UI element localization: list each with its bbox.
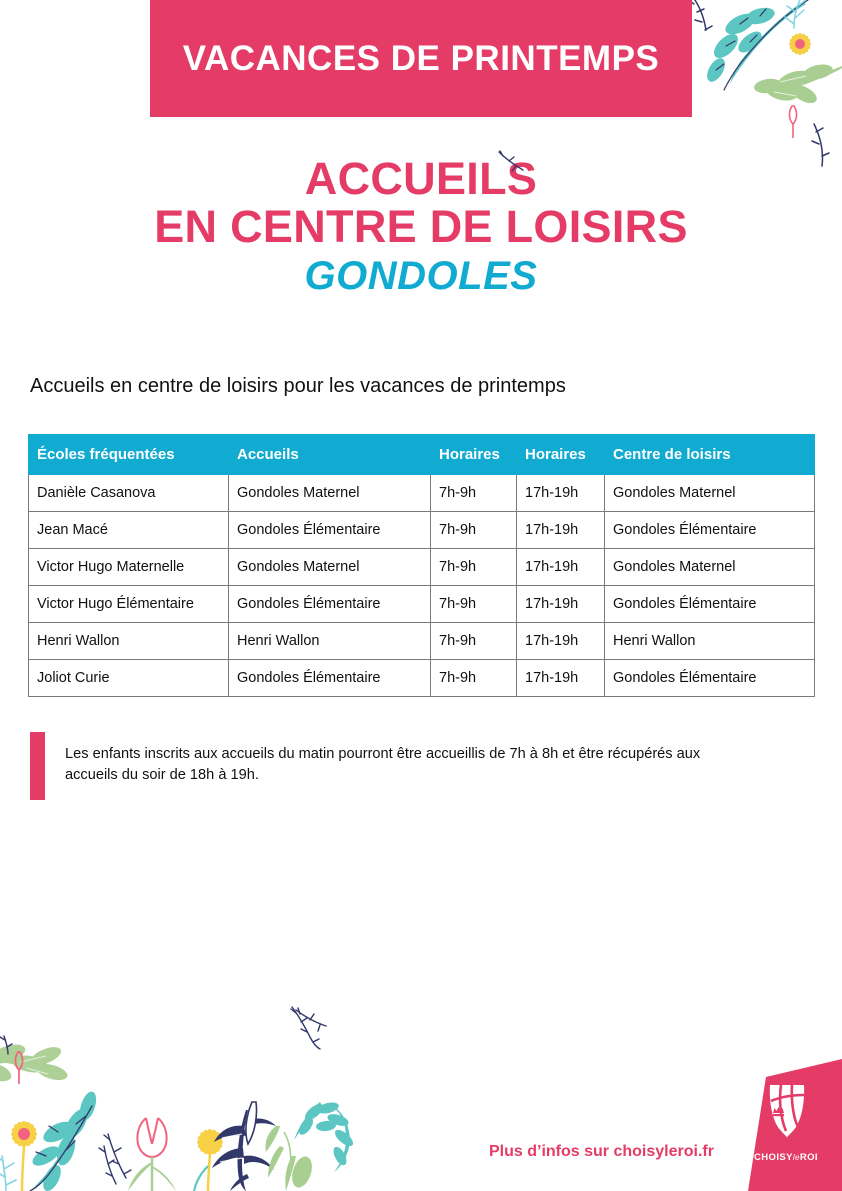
cell-school: Victor Hugo Maternelle [29, 549, 229, 586]
page-subtitle: GONDOLES [304, 254, 538, 299]
column-header-welcome: Accueils [229, 435, 431, 475]
cell-hours-morning: 7h-9h [431, 623, 517, 660]
cell-hours-evening: 17h-19h [517, 475, 605, 512]
cell-school: Joliot Curie [29, 660, 229, 697]
cell-school: Victor Hugo Élémentaire [29, 586, 229, 623]
cell-hours-evening: 17h-19h [517, 586, 605, 623]
cell-school: Jean Macé [29, 512, 229, 549]
cell-hours-evening: 17h-19h [517, 660, 605, 697]
note-text: Les enfants inscrits aux accueils du matin pourront être accueillis de 7h à 8h et être récupérés aux accueils du soir de 18h à 19h. [65, 746, 701, 784]
cell-center: Henri Wallon [605, 623, 815, 660]
cell-welcome: Gondoles Élémentaire [229, 512, 431, 549]
cell-hours-evening: 17h-19h [517, 623, 605, 660]
cell-welcome: Gondoles Élémentaire [229, 660, 431, 697]
cell-center: Gondoles Élémentaire [605, 586, 815, 623]
table-row [29, 475, 815, 512]
column-header-center: Centre de loisirs [605, 435, 815, 475]
cell-hours-morning: 7h-9h [431, 475, 517, 512]
floral-decoration-bottom-left [0, 1006, 360, 1191]
logo-name-roi: ROI [799, 1152, 818, 1163]
note-block [30, 732, 730, 800]
table-header-row [29, 435, 815, 475]
cell-hours-morning: 7h-9h [431, 660, 517, 697]
footer-link[interactable]: Plus d’infos sur choisyleroi.fr [489, 1143, 714, 1160]
intro-text: Accueils en centre de loisirs pour les vacances de printemps [30, 375, 566, 397]
table-row [29, 586, 815, 623]
banner-title: VACANCES DE PRINTEMPS [182, 38, 660, 78]
cell-school: Henri Wallon [29, 623, 229, 660]
logo-wordmark [740, 1152, 832, 1163]
cell-welcome: Gondoles Maternel [229, 549, 431, 586]
cell-welcome: Henri Wallon [229, 623, 431, 660]
title-block [0, 155, 842, 299]
page-title-line-2: EN CENTRE DE LOISIRS [154, 200, 688, 252]
table-row [29, 623, 815, 660]
column-header-hours-evening: Horaires [517, 435, 605, 475]
cell-hours-morning: 7h-9h [431, 512, 517, 549]
cell-welcome: Gondoles Maternel [229, 475, 431, 512]
table-row [29, 549, 815, 586]
cell-welcome: Gondoles Élémentaire [229, 586, 431, 623]
cell-school: Danièle Casanova [29, 475, 229, 512]
page-title-line-1: ACCUEILS [304, 153, 538, 204]
logo-name-le: le [792, 1153, 800, 1162]
choisy-le-roi-logo [730, 1059, 842, 1191]
cell-hours-evening: 17h-19h [517, 512, 605, 549]
logo-name-choisy: CHOISY [754, 1152, 793, 1163]
cell-center: Gondoles Élémentaire [605, 660, 815, 697]
twig-icon [288, 1005, 324, 1051]
schedule-table [28, 434, 815, 697]
cell-center: Gondoles Élémentaire [605, 512, 815, 549]
column-header-schools: Écoles fréquentées [29, 435, 229, 475]
cell-hours-morning: 7h-9h [431, 586, 517, 623]
cell-hours-evening: 17h-19h [517, 549, 605, 586]
cell-hours-morning: 7h-9h [431, 549, 517, 586]
column-header-hours-morning: Horaires [431, 435, 517, 475]
note-accent-bar [30, 732, 45, 800]
header-banner [150, 0, 692, 117]
cell-center: Gondoles Maternel [605, 475, 815, 512]
table-row [29, 660, 815, 697]
cell-center: Gondoles Maternel [605, 549, 815, 586]
table-row [29, 512, 815, 549]
